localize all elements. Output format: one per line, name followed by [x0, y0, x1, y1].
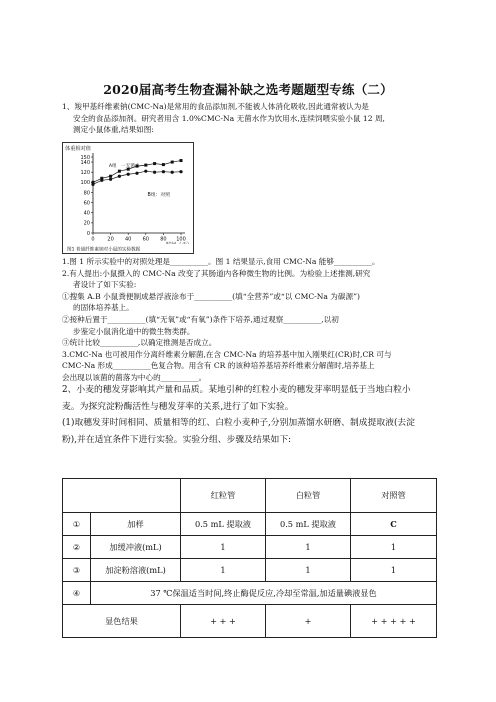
table-cell: 1	[181, 536, 266, 559]
data-point	[171, 171, 174, 174]
x-tick-label: 100	[176, 236, 186, 243]
text-line: 安全的食品添加剂。研究者用含 1.0%CMC-Na 无菌水作为饮用水,连续饲喂实验小鼠 12 周,	[73, 113, 385, 123]
text-line: 麦。为探究淀粉酶活性与穗发芽率的关系,进行了如下实验。	[62, 401, 294, 412]
text-line: ②接种后置于__________(填“无氧”或“有氧”)条件下培养,通过观察__________,以初	[62, 314, 339, 324]
row-label: 显色结果	[63, 605, 181, 638]
experiment-table	[62, 478, 437, 638]
text-line: 2.有人提出:小鼠摄入的 CMC-Na 改变了其肠道内各种微生物的比例。为检验上述推测,研究	[62, 268, 371, 278]
text-line: ①搜集 A.B 小鼠粪便制成悬浮液涂布于__________(填“全营养”或“以 CMC-Na 为碳源”)	[62, 291, 360, 301]
weight-chart-svg	[63, 143, 193, 253]
data-point	[153, 171, 156, 174]
text-line: 1、羧甲基纤维素钠(CMC-Na)是常用的食品添加剂,不能被人体消化吸收,因此通常被认为是	[62, 102, 369, 111]
data-point	[109, 175, 112, 178]
y-tick-label: 140	[80, 159, 90, 166]
table-cell: 0.5 mL 提取液	[181, 513, 266, 536]
legend-label: B组：对照	[147, 193, 171, 199]
table-row	[63, 536, 437, 559]
table-row	[63, 605, 437, 638]
y-tick-label: 0	[86, 230, 90, 237]
row-number: ④	[63, 582, 91, 605]
table-row	[63, 582, 437, 605]
y-tick-label: 40	[83, 210, 90, 217]
y-tick-label: 120	[80, 170, 90, 176]
text-line: 粉),并在适宜条件下进行实验。实验分组、步骤及结果如下:	[62, 434, 292, 445]
text-line: 步鉴定小鼠消化道中的微生物类群。	[73, 326, 195, 336]
text-line: 1.图 1 所示实验中的对照处理是__________。图 1 结果显示,食用 CMC-Na 能够__________。	[62, 257, 380, 266]
text-line: 的固体培养基上。	[73, 303, 134, 313]
chart-caption: 图1 普通纤维素钠对小鼠的实验数据	[67, 247, 141, 253]
table-merged-cell: 37 ℃保温适当时间,终止酶促反应,冷却至常温,加适量碘液显色	[91, 582, 437, 605]
table-cell: 1	[181, 559, 266, 582]
text-line: (1)取穗发芽时间相同、质量相等的红、白粒小麦种子,分别加蒸馏水研磨、制成提取液(去淀	[62, 418, 415, 428]
y-tick-label: 150	[80, 154, 90, 161]
table-row	[63, 559, 437, 582]
table-cell: C	[351, 513, 437, 536]
data-point	[100, 179, 103, 182]
table-cell: 1	[266, 536, 351, 559]
table-cell: 1	[351, 536, 437, 559]
table-cell: 1	[266, 559, 351, 582]
legend-label: 一无菌水	[121, 164, 140, 170]
text-line: 者设计了如下实验:	[73, 280, 137, 290]
x-tick-label: 60	[142, 236, 149, 243]
row-number: ③	[63, 559, 91, 582]
question-1-intro	[62, 101, 434, 136]
question-2-intro	[62, 382, 442, 448]
row-label: 加样	[91, 513, 181, 536]
row-number: ①	[63, 513, 91, 536]
table-row	[63, 513, 437, 536]
data-point	[118, 175, 121, 178]
data-point	[180, 159, 183, 162]
x-tick-label: 40	[125, 236, 132, 243]
table-header-cell	[63, 479, 181, 513]
y-tick-label: 20	[83, 220, 90, 227]
data-point	[153, 162, 156, 165]
data-point	[162, 163, 165, 166]
text-line: ③统计比较__________,以确定推测是否成立。	[62, 338, 217, 348]
table-cell: + + +	[181, 605, 266, 638]
row-number: ②	[63, 536, 91, 559]
table-header-row	[63, 479, 437, 513]
text-line: 测定小鼠体重,结果如图:	[73, 125, 154, 135]
weight-chart	[62, 142, 194, 254]
data-point	[162, 170, 165, 173]
data-point	[127, 173, 130, 176]
text-line: CMC-Na 形成__________色复合物。用含有 CR 的该种培养基培养纤维素分解菌时,培养基上	[62, 361, 375, 371]
table-cell: 0.5 mL 提取液	[266, 513, 351, 536]
y-tick-label: 80	[83, 190, 90, 197]
y-tick-label: 60	[83, 200, 90, 207]
data-point	[144, 170, 147, 173]
x-tick-label: 20	[107, 236, 114, 243]
page-title: 2020届高考生物查漏补缺之选考题题型专练（二）	[103, 82, 393, 97]
legend-label: A组	[108, 164, 117, 170]
data-point	[91, 183, 94, 186]
table-cell: +	[266, 605, 351, 638]
data-point	[179, 170, 182, 173]
data-point	[171, 161, 174, 164]
table-header-cell: 对照管	[351, 479, 437, 513]
text-line: 会出现以该菌的菌落为中心的__________。	[62, 372, 207, 382]
table-cell: 1	[351, 559, 437, 582]
data-point	[144, 164, 147, 167]
row-label: 加缓冲液(mL)	[91, 536, 181, 559]
question-1-subquestions	[62, 256, 434, 384]
table-header-cell: 白粒管	[266, 479, 351, 513]
y-tick-label: 100	[80, 180, 90, 187]
data-point	[118, 170, 121, 173]
x-tick-label: 0	[91, 236, 95, 243]
data-point	[109, 178, 112, 181]
row-label: 加淀粉溶液(mL)	[91, 559, 181, 582]
table-header-cell: 红粒管	[181, 479, 266, 513]
text-line: 3.CMC-Na 也可被用作分离纤维素分解菌,在含 CMC-Na 的培养基中加入刚果红(CR)时,CR 可与	[62, 349, 392, 359]
y-axis-label: 体重相对值	[65, 146, 91, 152]
text-line: 2、小麦的穗发芽影响其产量和品质。某地引种的红粒小麦的穗发芽率明显低于当地白粒小	[62, 385, 411, 395]
table-cell: + + + + +	[351, 605, 437, 638]
data-point	[135, 172, 138, 175]
x-tick-label: 80	[160, 236, 167, 243]
